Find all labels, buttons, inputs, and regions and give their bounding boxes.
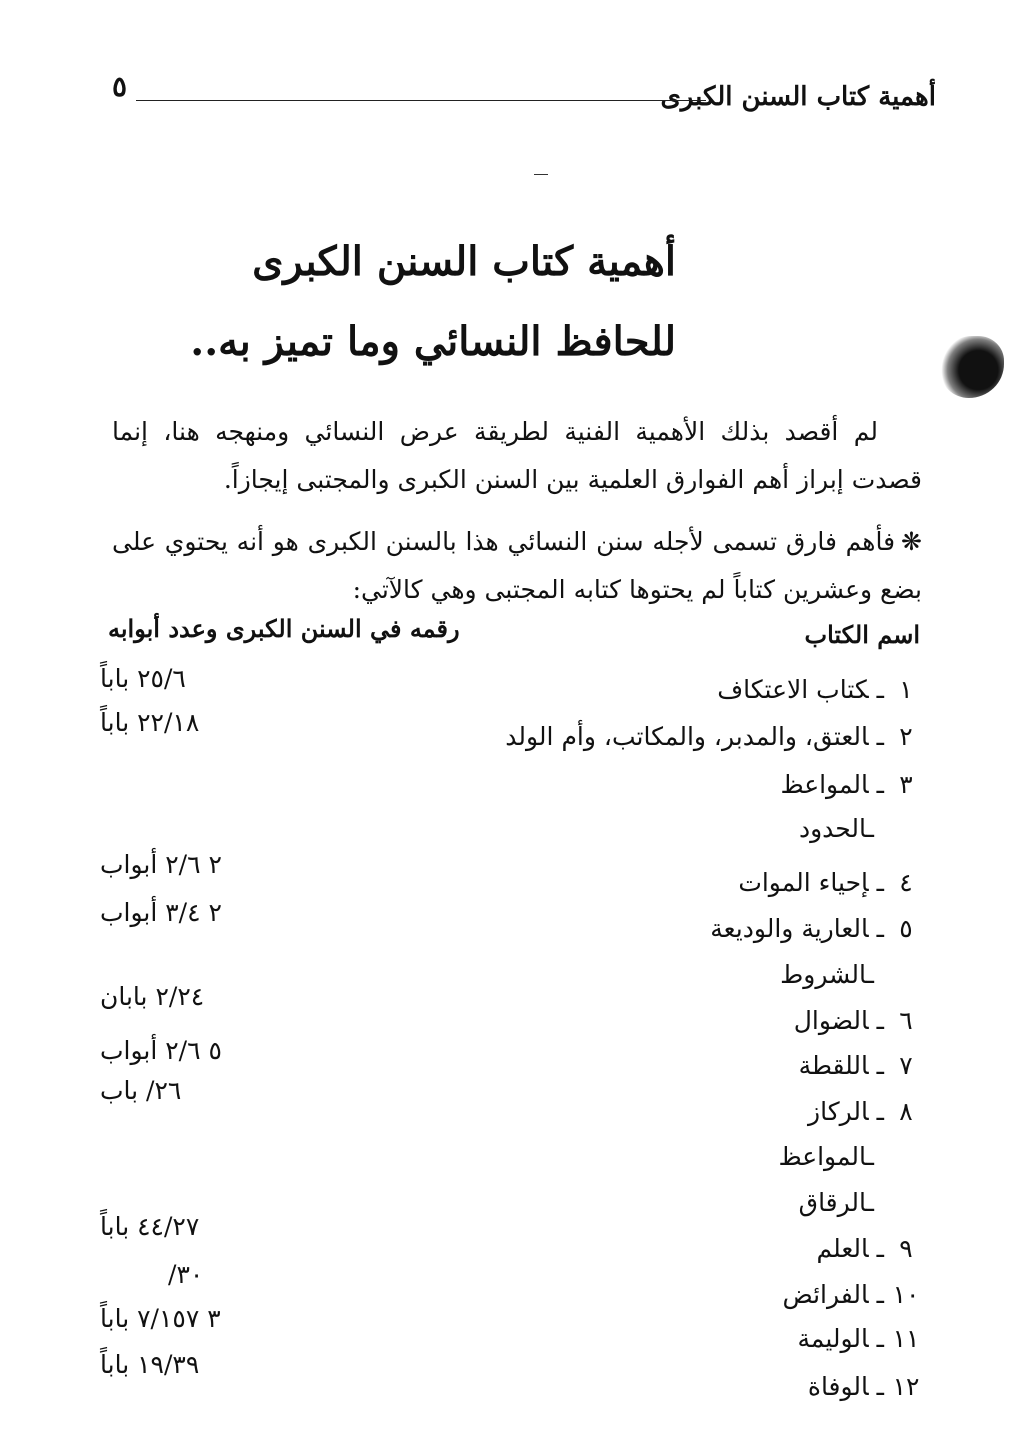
book-number-count: ٢/٢٤ بابان [100, 982, 205, 1011]
scan-ink-blot [940, 336, 1004, 398]
table-row: ١١ـالوليمة [797, 1324, 920, 1353]
table-row: ٩ـالعلم [816, 1234, 913, 1263]
ornament-dash [534, 174, 548, 175]
book-number-count: ٤٤/٢٧ باباً [100, 1212, 200, 1241]
table-row: ـالمواعظ [778, 1142, 874, 1171]
book-number-count: ١٩/٣٩ باباً [100, 1350, 200, 1379]
chapter-title-line-2: للحافظ النسائي وما تميز به.. [190, 318, 676, 365]
page-number: ٥ [112, 70, 128, 103]
book-number-count: ٢٦/ باب [100, 1076, 182, 1105]
book-number-count: ٢٥/٦ باباً [100, 664, 186, 693]
book-number-count: ٥ ٢/٦ أبواب [100, 1036, 222, 1065]
column-header-book-name: اسم الكتاب [804, 620, 920, 649]
table-row: ١ـكتاب الاعتكاف [717, 675, 913, 704]
book-number-count: ٢٢/١٨ باباً [100, 708, 200, 737]
table-row: ٢ـالعتق، والمدبر، والمكاتب، وأم الولد [505, 722, 913, 751]
asterism-icon: ❋ [901, 527, 922, 556]
table-row: ٤ـإحياء الموات [738, 868, 913, 897]
table-row: ٦ـالضوال [793, 1006, 913, 1035]
chapter-title-line-1: أهمية كتاب السنن الكبرى [252, 238, 676, 285]
table-row: ١٠ـالفرائض [782, 1280, 920, 1309]
table-row: ٥ـالعارية والوديعة [710, 914, 913, 943]
main-paragraph [112, 518, 922, 614]
table-row: ـالرقاق [798, 1188, 874, 1217]
intro-paragraph [112, 408, 922, 504]
running-header-title: أهمية كتاب السنن الكبرى [660, 82, 936, 112]
paragraph-1-text: لم أقصد بذلك الأهمية الفنية لطريقة عرض النسائي ومنهجه هنا، إنما قصدت إبراز أهم الفوارق العلمية بين السنن الكبرى والمجتبى إيجازاً. [112, 417, 922, 494]
paragraph-2-text: فأهم فارق تسمى لأجله سنن النسائي هذا بالسنن الكبرى هو أنه يحتوي على بضع وعشرين كتاباً لم يحتوها كتابه المجتبى وهي كالآتي: [112, 527, 922, 604]
column-header-number: رقمه في السنن الكبرى وعدد أبوابه [108, 614, 460, 643]
table-row: ٣ـالمواعظ [780, 770, 913, 799]
book-number-count: ٣٠/ [168, 1260, 204, 1289]
header-rule [136, 100, 706, 101]
table-row: ـالشروط [780, 960, 874, 989]
table-row: ١٢ـالوفاة [807, 1372, 920, 1401]
book-number-count: ٢ ٢/٦ أبواب [100, 850, 222, 879]
table-row: ـالحدود [798, 814, 874, 843]
book-number-count: ٣ ٧/١٥٧ باباً [100, 1304, 221, 1333]
book-number-count: ٢ ٣/٤ أبواب [100, 898, 222, 927]
table-row: ٧ـاللقطة [798, 1051, 913, 1080]
table-row: ٨ـالركاز [808, 1097, 913, 1126]
